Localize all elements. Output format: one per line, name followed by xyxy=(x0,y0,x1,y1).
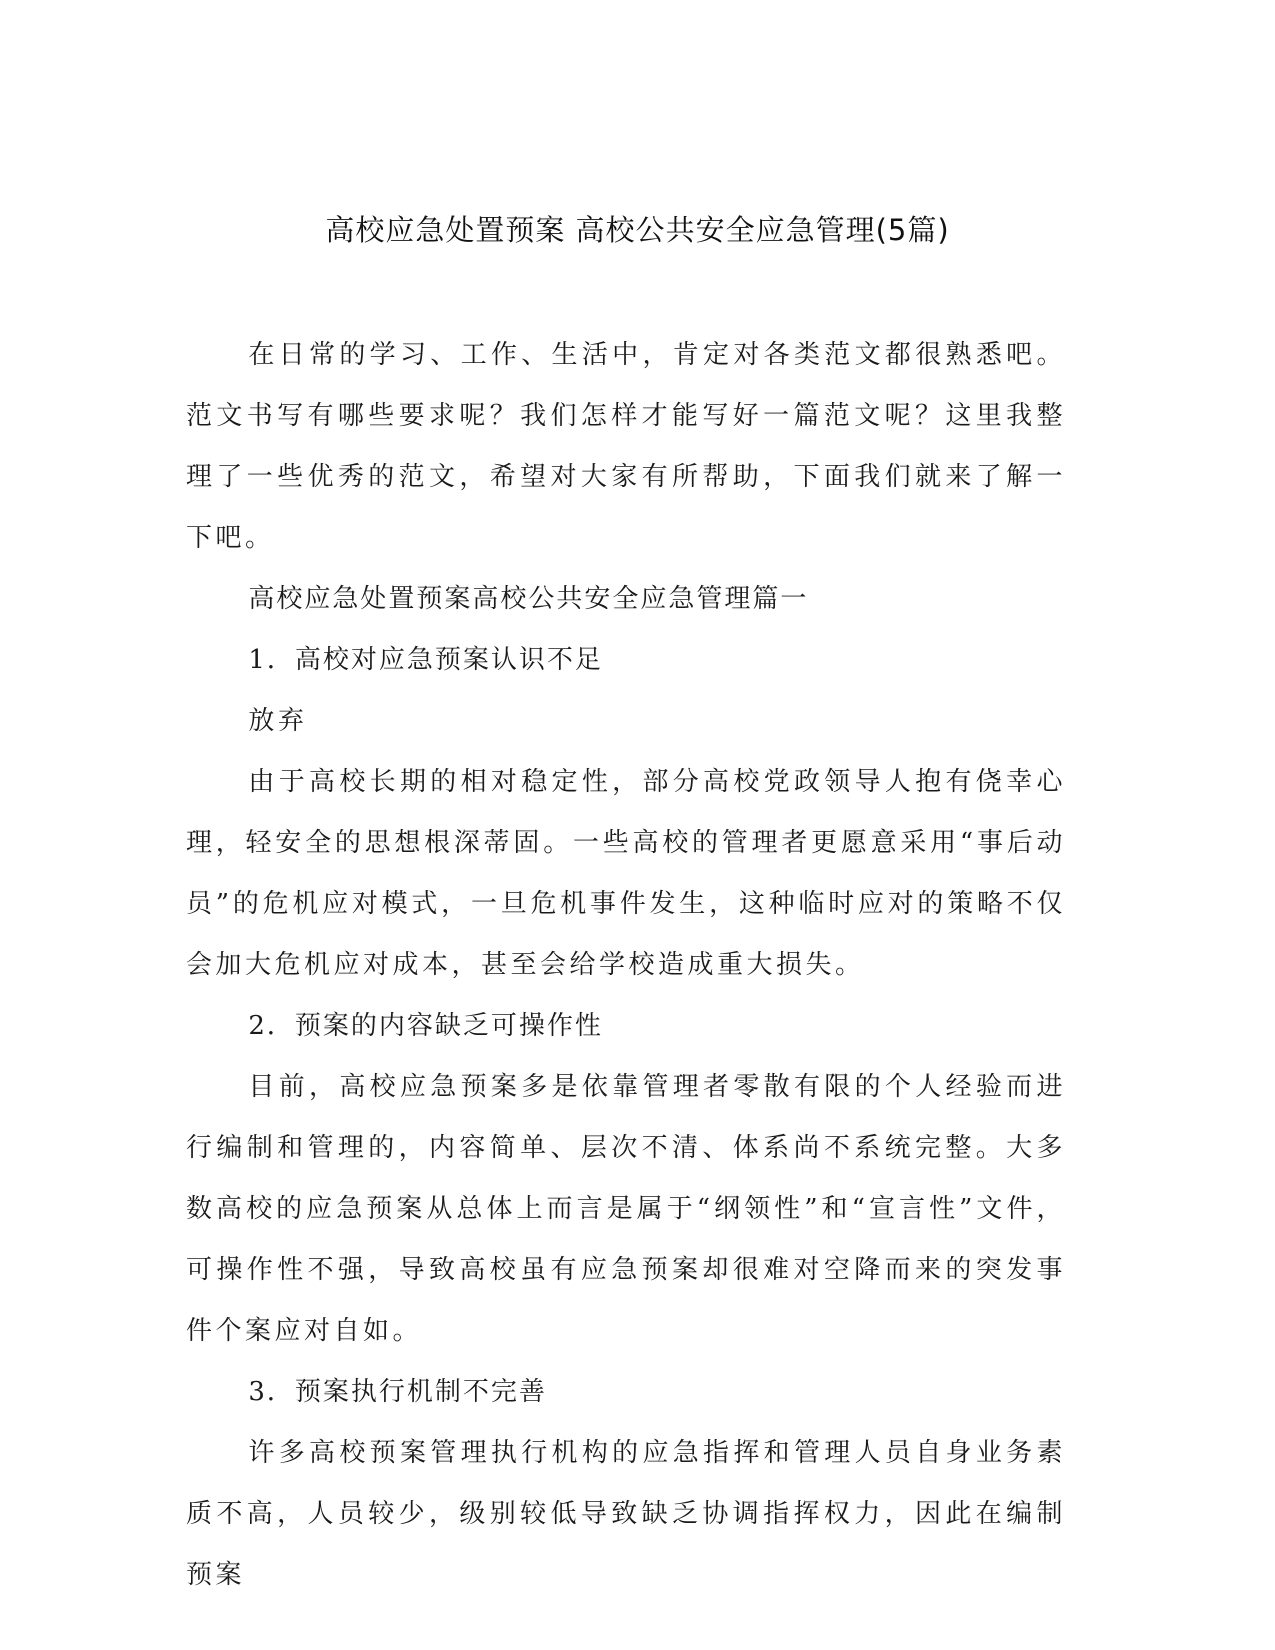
numbered-heading-2: 2．预案的内容缺乏可操作性 xyxy=(248,1011,603,1041)
document-title: 高校应急处置预案 高校公共安全应急管理(5篇) xyxy=(325,213,950,247)
numbered-heading-3: 3．预案执行机制不完善 xyxy=(248,1377,547,1407)
section-heading-part-one: 高校应急处置预案高校公共安全应急管理篇一 xyxy=(248,584,809,614)
paragraph-1-body: 由于高校长期的相对稳定性，部分高校党政领导人抱有侥幸心理，轻安全的思想根深蒂固。一些高校的管理者更愿意采用“事后动员”的危机应对模式，一旦危机事件发生，这种临时应对的策略不仅会加大危机应对成本，甚至会给学校造成重大损失。 xyxy=(186,767,1066,980)
numbered-heading-1: 1．高校对应急预案认识不足 xyxy=(248,645,603,675)
intro-paragraph: 在日常的学习、工作、生活中，肯定对各类范文都很熟悉吧。范文书写有哪些要求呢？我们怎样才能写好一篇范文呢？这里我整理了一些优秀的范文，希望对大家有所帮助，下面我们就来了解一下吧。 xyxy=(186,340,1066,553)
paragraph-abandon: 放弃 xyxy=(248,706,308,736)
paragraph-2-body: 目前，高校应急预案多是依靠管理者零散有限的个人经验而进行编制和管理的，内容简单、层次不清、体系尚不系统完整。大多数高校的应急预案从总体上而言是属于“纲领性”和“宣言性”文件，可操作性不强，导致高校虽有应急预案却很难对空降而来的突发事件个案应对自如。 xyxy=(186,1072,1066,1346)
paragraph-3-body: 许多高校预案管理执行机构的应急指挥和管理人员自身业务素质不高，人员较少，级别较低导致缺乏协调指挥权力，因此在编制预案 xyxy=(186,1438,1066,1590)
document-body xyxy=(186,325,1066,1606)
